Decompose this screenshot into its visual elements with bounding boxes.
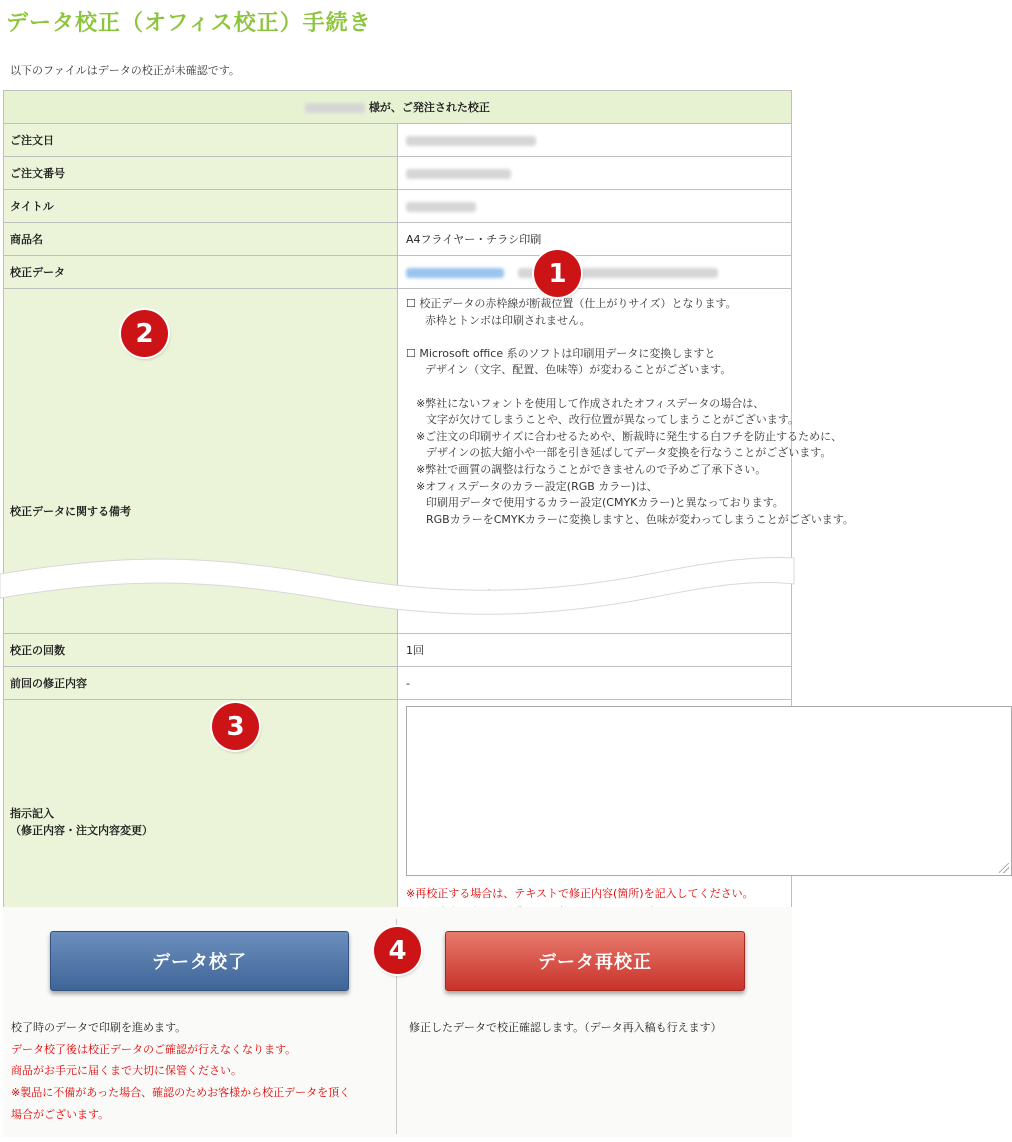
- order-proof-table: [3, 90, 854, 945]
- value-order-date: [398, 124, 792, 157]
- instruction-textarea[interactable]: [406, 706, 1012, 876]
- data-recorrect-button[interactable]: データ再校正: [445, 931, 745, 991]
- action-area: [3, 907, 792, 1137]
- badge-4: 4: [374, 927, 421, 974]
- resize-grip-icon[interactable]: [999, 863, 1009, 873]
- label-title: タイトル: [4, 190, 398, 223]
- note-line: RGBカラーをCMYKカラーに変換しますと、色味が変わってしまうことがございます。: [426, 512, 854, 526]
- note-line: ※弊社にないフォントを使用して作成されたオフィスデータの場合は、: [416, 396, 765, 410]
- value-title: [398, 190, 792, 223]
- value-proof-data: [398, 256, 792, 289]
- label-notes: 校正データに関する備考: [4, 289, 398, 634]
- note-line: ☐ Microsoft office 系のソフトは印刷用データに変換しますと: [406, 346, 716, 360]
- note-line: 文字が欠けてしまうことや、改行位置が異なってしまうことがございます。: [426, 413, 799, 427]
- badge-1: 1: [534, 250, 581, 297]
- badge-3: 3: [212, 703, 259, 750]
- value-proof-count: 1回: [398, 634, 792, 667]
- note-line: 印刷用データで使用するカラー設定(CMYKカラー)と異なっております。: [426, 496, 784, 510]
- note-line: デザインの拡大縮小や一部を引き延ばしてデータ変換を行なうことがございます。: [426, 446, 832, 460]
- label-proof-count: 校正の回数: [4, 634, 398, 667]
- orderer-name-blurred: [305, 103, 365, 113]
- intro-text: 以下のファイルはデータの校正が未確認です。: [10, 64, 240, 77]
- note-line: ※弊社で画質の調整は行なうことができませんので予めご了承下さい。: [416, 462, 767, 476]
- value-product: A4フライヤー・チラシ印刷: [398, 223, 792, 256]
- label-order-date: ご注文日: [4, 124, 398, 157]
- proof-file-link[interactable]: [406, 268, 504, 278]
- complete-description: 校了時のデータで印刷を進めます。 データ校了後は校正データのご確認が行えなくなります。 商品がお手元に届くまで大切に保管ください。 ※製品に不備があった場合、確認のためお客様から校正データを頂く 場合がございます。: [11, 1021, 351, 1121]
- label-prev-fix: 前回の修正内容: [4, 667, 398, 700]
- note-line: ※ご注文の印刷サイズに合わせるためや、断裁時に発生する白フチを防止するために、: [416, 429, 843, 443]
- label-instruction: 指示記入 （修正内容・注文内容変更）: [4, 700, 398, 945]
- page-title: データ校正（オフィス校正）手続き: [6, 11, 372, 36]
- table-heading: 様が、ご発注された校正: [4, 91, 792, 124]
- badge-2: 2: [121, 310, 168, 357]
- label-proof-data: 校正データ: [4, 256, 398, 289]
- note-line: ※オフィスデータのカラー設定(RGB カラー)は、: [416, 479, 658, 493]
- label-order-number: ご注文番号: [4, 157, 398, 190]
- note-line: ☐ 校正データの赤枠線が断裁位置（仕上がりサイズ）となります。: [406, 297, 737, 310]
- note-line: 赤枠とトンボは印刷されません。: [425, 313, 591, 327]
- recorrect-description: 修正したデータで校正確認します。（データ再入稿も行えます）: [409, 1021, 722, 1034]
- value-order-number: [398, 157, 792, 190]
- value-prev-fix: -: [398, 667, 792, 700]
- note-line: デザイン（文字、配置、色味等）が変わることがございます。: [425, 363, 732, 377]
- instruction-note-red: ※再校正する場合は、テキストで修正内容(箇所)を記入してください。: [406, 887, 754, 900]
- label-product: 商品名: [4, 223, 398, 256]
- data-complete-button[interactable]: データ校了: [50, 931, 349, 991]
- torn-edge-wave: [0, 548, 794, 610]
